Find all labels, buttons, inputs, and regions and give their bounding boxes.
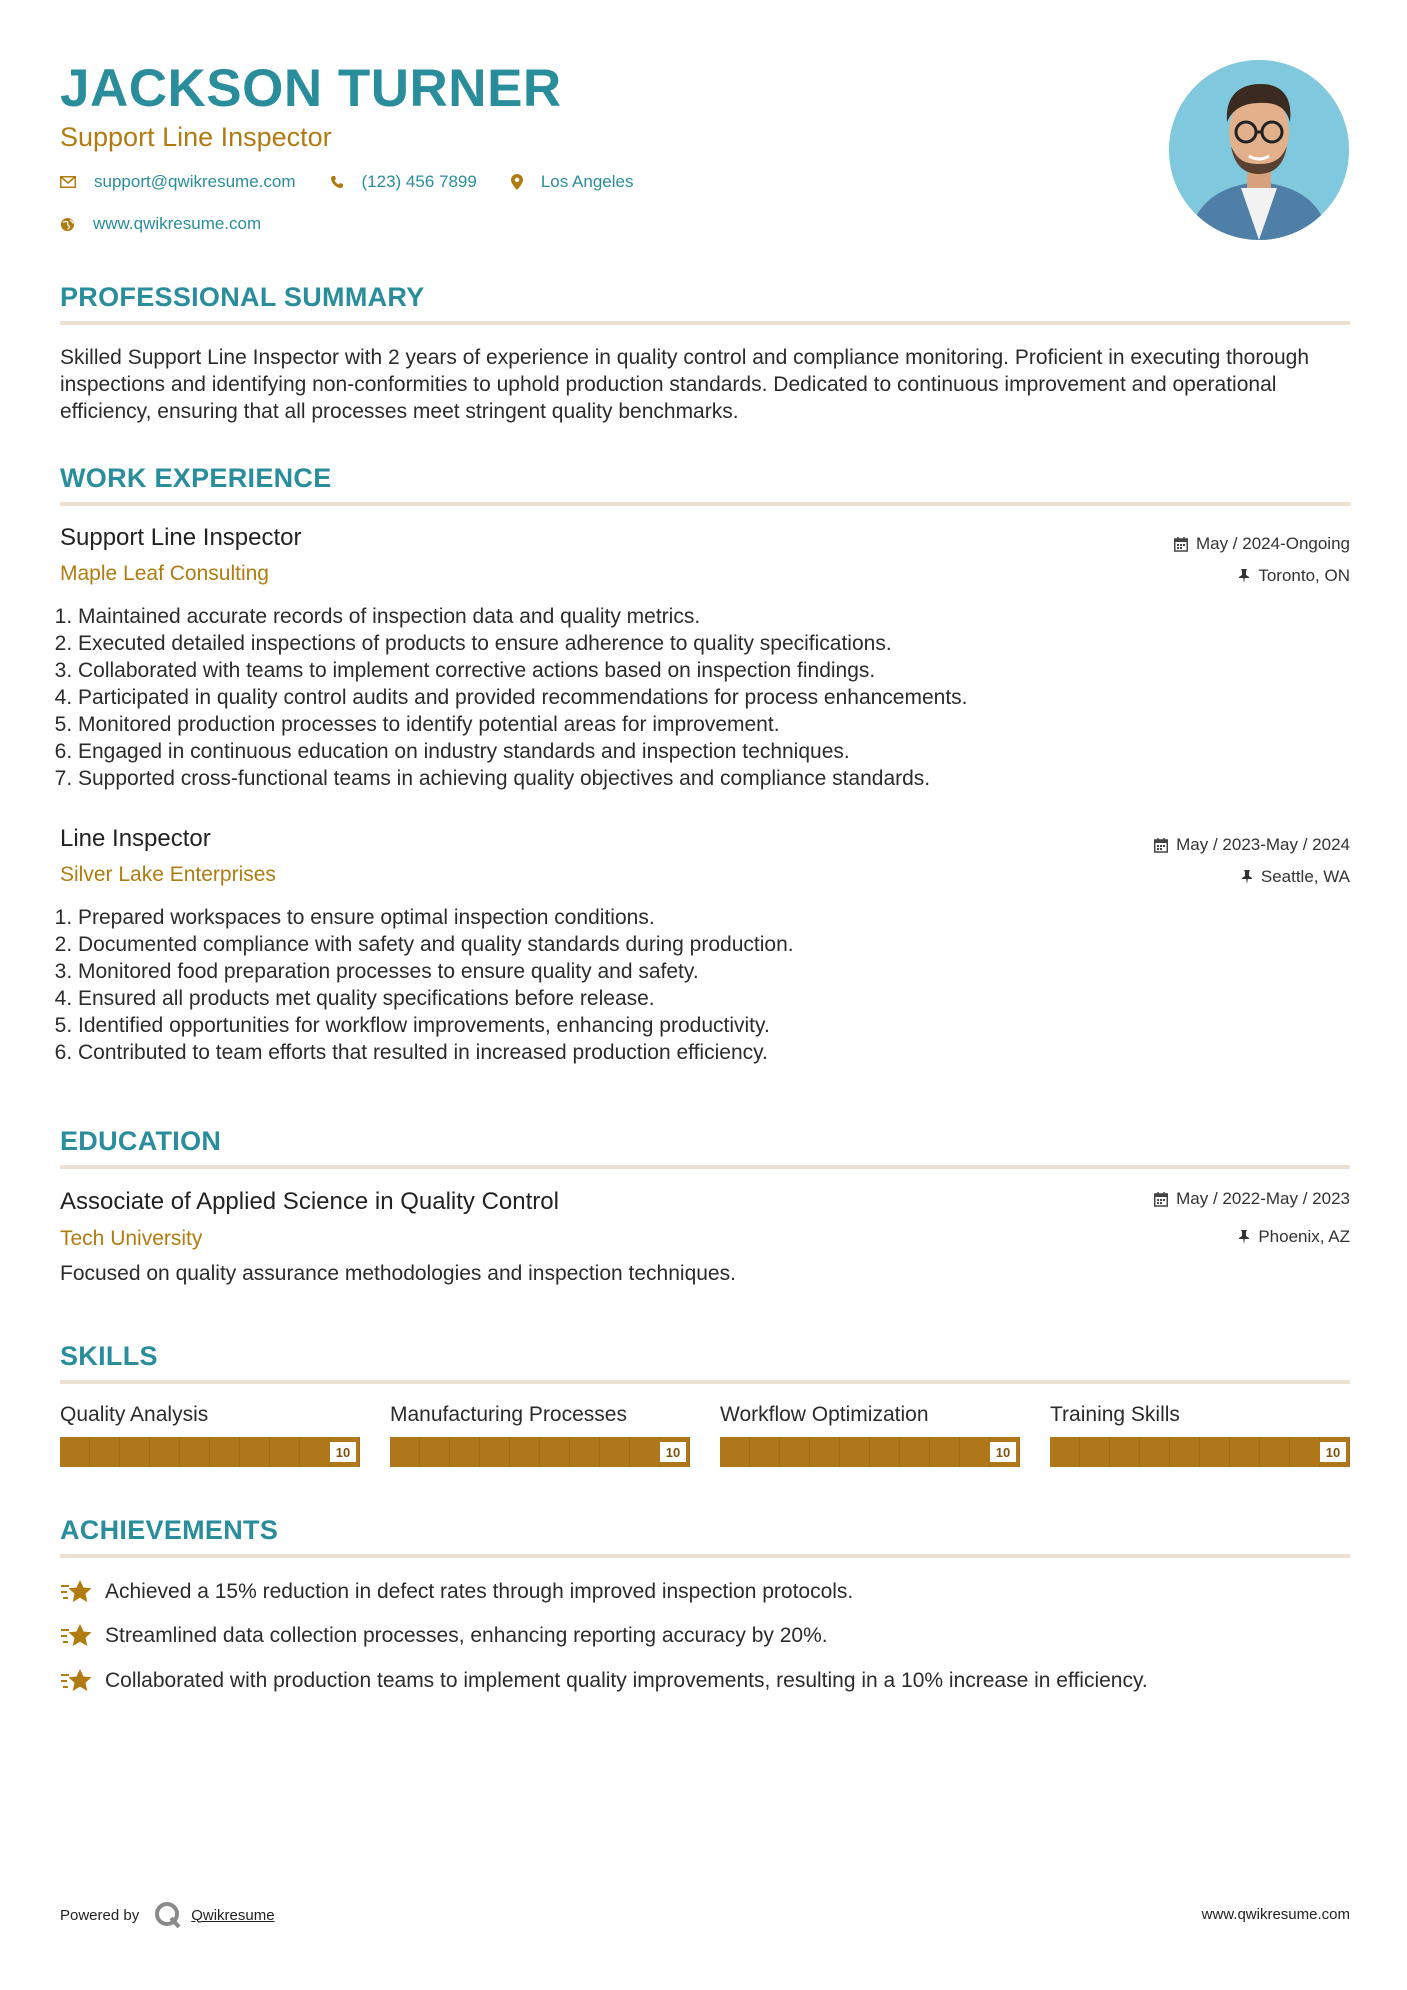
summary-text: Skilled Support Line Inspector with 2 years of experience in quality control and compliance monitoring. Proficient in executing thorough inspections and identifying non-conformities to uphold production standards. Dedicated to continuous improvement and operational efficiency, ensuring that all processes meet stringent quality benchmarks. bbox=[60, 346, 1310, 423]
skill-level-badge: 10 bbox=[329, 1441, 357, 1463]
star-icon bbox=[60, 1622, 93, 1650]
section-divider bbox=[60, 1165, 1350, 1169]
job-company: Silver Lake Enterprises bbox=[60, 863, 276, 886]
job-location-text: Toronto, ON bbox=[1258, 566, 1350, 585]
star-icon bbox=[60, 1667, 93, 1695]
footer-website[interactable]: www.qwikresume.com bbox=[1201, 1906, 1350, 1923]
skill-bar bbox=[390, 1437, 690, 1467]
job-bullet: 4. Participated in quality control audits and provided recommendations for process enhancements. bbox=[78, 684, 968, 711]
footer-powered-by bbox=[60, 1900, 275, 1930]
job-title: Support Line Inspector bbox=[60, 524, 302, 551]
contact-phone[interactable] bbox=[330, 172, 477, 192]
job-bullet: 3. Monitored food preparation processes to ensure quality and safety. bbox=[78, 958, 794, 985]
envelope-icon bbox=[60, 176, 76, 188]
job-company: Maple Leaf Consulting bbox=[60, 562, 269, 585]
job-bullet: 3. Collaborated with teams to implement corrective actions based on inspection findings. bbox=[78, 657, 968, 684]
section-divider bbox=[60, 1380, 1350, 1384]
job-bullet: 7. Supported cross-functional teams in achieving quality objectives and compliance standards. bbox=[78, 765, 968, 792]
job-location bbox=[1241, 867, 1350, 887]
job-bullet: 1. Maintained accurate records of inspection data and quality metrics. bbox=[78, 603, 968, 630]
education-heading: EDUCATION bbox=[60, 1126, 222, 1156]
contact-row bbox=[60, 172, 667, 192]
avatar bbox=[1169, 60, 1349, 240]
education-date bbox=[1154, 1189, 1350, 1209]
qwikresume-link[interactable]: Qwikresume bbox=[191, 1906, 275, 1924]
job-date-text: May / 2023-May / 2024 bbox=[1176, 835, 1350, 854]
calendar-icon bbox=[1154, 838, 1168, 853]
job-bullet: 5. Identified opportunities for workflow improvements, enhancing productivity. bbox=[78, 1012, 794, 1039]
email-text: support@qwikresume.com bbox=[94, 172, 296, 191]
calendar-icon bbox=[1174, 537, 1188, 552]
skill-item bbox=[60, 1403, 360, 1467]
job-bullet: 2. Executed detailed inspections of products to ensure adherence to quality specifications. bbox=[78, 630, 968, 657]
education-location bbox=[1238, 1227, 1350, 1247]
skill-bar bbox=[1050, 1437, 1350, 1467]
pushpin-icon bbox=[1241, 870, 1253, 884]
job-date bbox=[1174, 534, 1350, 554]
education-date-text: May / 2022-May / 2023 bbox=[1176, 1189, 1350, 1208]
qwikresume-logo-icon bbox=[153, 1900, 183, 1930]
map-pin-icon bbox=[511, 174, 523, 190]
section-divider bbox=[60, 321, 1350, 325]
skill-name: Quality Analysis bbox=[60, 1403, 209, 1426]
skill-name: Manufacturing Processes bbox=[390, 1403, 627, 1426]
skill-level-badge: 10 bbox=[1319, 1441, 1347, 1463]
candidate-name: JACKSON TURNER bbox=[60, 59, 562, 118]
pushpin-icon bbox=[1238, 569, 1250, 583]
job-bullet: 6. Engaged in continuous education on industry standards and inspection techniques. bbox=[78, 738, 968, 765]
education-location-text: Phoenix, AZ bbox=[1258, 1227, 1350, 1246]
pushpin-icon bbox=[1238, 1230, 1250, 1244]
achievement-item bbox=[60, 1667, 1148, 1695]
education-degree: Associate of Applied Science in Quality Control bbox=[60, 1188, 559, 1215]
job-bullet: 6. Contributed to team efforts that resulted in increased production efficiency. bbox=[78, 1039, 794, 1066]
contact-row-2 bbox=[60, 214, 295, 234]
website-text: www.qwikresume.com bbox=[93, 214, 262, 233]
globe-icon bbox=[60, 217, 75, 232]
job-bullet: 1. Prepared workspaces to ensure optimal inspection conditions. bbox=[78, 904, 794, 931]
star-icon bbox=[60, 1578, 93, 1606]
job-bullets bbox=[58, 904, 794, 1066]
achievements-heading: ACHIEVEMENTS bbox=[60, 1515, 279, 1545]
skill-name: Workflow Optimization bbox=[720, 1403, 929, 1426]
skill-item bbox=[390, 1403, 690, 1467]
candidate-role: Support Line Inspector bbox=[60, 122, 332, 152]
powered-by-label: Powered by bbox=[60, 1906, 140, 1924]
contact-email[interactable] bbox=[60, 172, 296, 192]
job-date bbox=[1154, 835, 1350, 855]
achievement-text: Streamlined data collection processes, enhancing reporting accuracy by 20%. bbox=[105, 1624, 828, 1647]
section-divider bbox=[60, 502, 1350, 506]
calendar-icon bbox=[1154, 1192, 1168, 1207]
achievement-text: Collaborated with production teams to implement quality improvements, resulting in a 10% increase in efficiency. bbox=[105, 1669, 1148, 1692]
job-bullets bbox=[58, 603, 968, 792]
job-bullet: 2. Documented compliance with safety and quality standards during production. bbox=[78, 931, 794, 958]
phone-icon bbox=[330, 175, 344, 189]
job-title: Line Inspector bbox=[60, 825, 211, 852]
achievement-item bbox=[60, 1578, 853, 1606]
job-location bbox=[1238, 566, 1350, 586]
experience-heading: WORK EXPERIENCE bbox=[60, 463, 332, 493]
skill-level-badge: 10 bbox=[989, 1441, 1017, 1463]
skill-name: Training Skills bbox=[1050, 1403, 1180, 1426]
skill-level-badge: 10 bbox=[659, 1441, 687, 1463]
skill-bar bbox=[720, 1437, 1020, 1467]
resume-page bbox=[60, 0, 1350, 1990]
job-date-text: May / 2024-Ongoing bbox=[1195, 534, 1350, 553]
skills-heading: SKILLS bbox=[60, 1341, 158, 1371]
phone-text: (123) 456 7899 bbox=[361, 172, 477, 191]
achievement-item bbox=[60, 1622, 828, 1650]
job-bullet: 4. Ensured all products met quality specifications before release. bbox=[78, 985, 794, 1012]
achievement-text: Achieved a 15% reduction in defect rates through improved inspection protocols. bbox=[105, 1580, 854, 1603]
job-location-text: Seattle, WA bbox=[1260, 867, 1350, 886]
skill-item bbox=[720, 1403, 1020, 1467]
education-school: Tech University bbox=[60, 1227, 203, 1250]
summary-heading: PROFESSIONAL SUMMARY bbox=[60, 282, 425, 312]
job-bullet: 5. Monitored production processes to identify potential areas for improvement. bbox=[78, 711, 968, 738]
education-description: Focused on quality assurance methodologies and inspection techniques. bbox=[60, 1262, 736, 1285]
contact-website[interactable] bbox=[60, 214, 261, 234]
location-text: Los Angeles bbox=[540, 172, 634, 191]
profile-photo bbox=[1169, 60, 1349, 240]
contact-location bbox=[511, 172, 634, 192]
section-divider bbox=[60, 1554, 1350, 1558]
skill-bar bbox=[60, 1437, 360, 1467]
skill-item bbox=[1050, 1403, 1350, 1467]
